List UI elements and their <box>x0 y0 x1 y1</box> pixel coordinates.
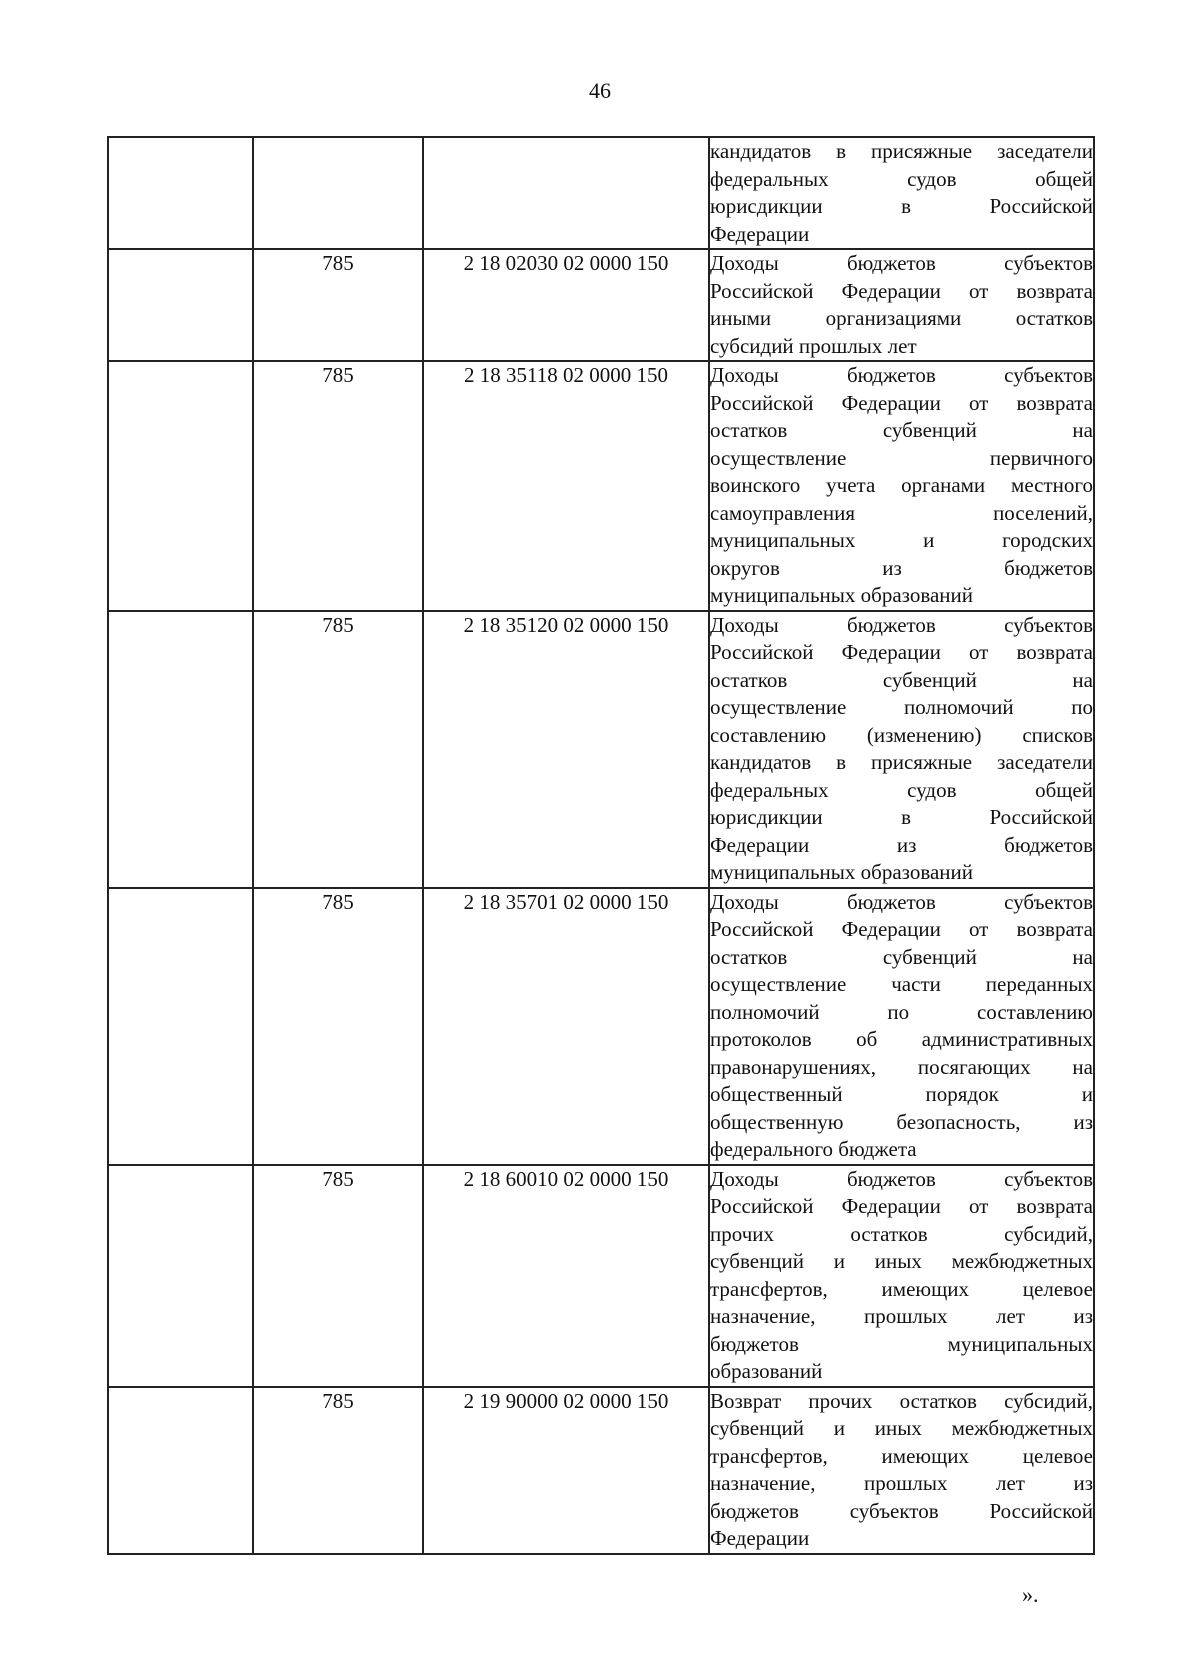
income-name-cell <box>709 611 1094 888</box>
empty-cell <box>108 249 253 361</box>
income-name-cell <box>709 137 1094 249</box>
income-name-line: Федерации <box>710 1526 810 1550</box>
income-name-line: муниципальных и городских <box>710 528 1093 552</box>
empty-cell <box>108 1387 253 1554</box>
empty-cell <box>108 1165 253 1387</box>
income-code-cell: 2 18 35701 02 0000 150 <box>423 888 709 1165</box>
income-name-line: прочих остатков субсидий, <box>710 1221 1093 1246</box>
income-code-cell: 2 19 90000 02 0000 150 <box>423 1387 709 1554</box>
income-name-line: Российской Федерации от возврата <box>710 640 1093 664</box>
income-name-line: муниципальных образований <box>710 583 973 607</box>
admin-code-cell: 785 <box>253 1165 423 1387</box>
income-name-line: кандидатов в присяжные заседатели <box>710 139 1093 163</box>
income-name-line: субвенций и иных межбюджетных <box>710 1416 1093 1440</box>
income-name-cell <box>709 361 1094 611</box>
income-name-line: юрисдикции в Российской <box>710 805 1093 829</box>
income-code-cell <box>423 137 709 249</box>
income-name-line: Доходы бюджетов субъектов <box>710 1166 1093 1191</box>
income-name-line: осуществление части переданных <box>710 972 1093 996</box>
income-code-cell: 2 18 02030 02 0000 150 <box>423 249 709 361</box>
table-row <box>108 611 1094 888</box>
income-name-line: трансфертов, имеющих целевое <box>710 1276 1093 1301</box>
income-name-line: общественный порядок и <box>710 1082 1093 1106</box>
income-name-line: воинского учета органами местного <box>710 473 1093 497</box>
empty-cell <box>108 611 253 888</box>
income-name-line: Российской Федерации от возврата <box>710 390 1093 415</box>
income-name-line: субсидий прошлых лет <box>710 333 917 358</box>
income-name-line: полномочий по составлению <box>710 999 1093 1024</box>
income-name-cell <box>709 1387 1094 1554</box>
income-name-line: кандидатов в присяжные заседатели <box>710 750 1093 774</box>
income-name-line: назначение, прошлых лет из <box>710 1304 1093 1328</box>
income-name-line: округов из бюджетов <box>710 555 1093 580</box>
income-name-line: Федерации <box>710 221 810 246</box>
income-name-cell <box>709 249 1094 361</box>
income-name-line: образований <box>710 1359 823 1383</box>
table-row <box>108 888 1094 1165</box>
budget-income-table <box>107 136 1095 1555</box>
income-name-line: назначение, прошлых лет из <box>710 1471 1093 1495</box>
table-body <box>108 137 1094 1554</box>
admin-code-cell: 785 <box>253 888 423 1165</box>
income-name-line: Доходы бюджетов субъектов <box>710 363 1093 387</box>
admin-code-cell: 785 <box>253 249 423 361</box>
income-name-line: бюджетов субъектов Российской <box>710 1498 1093 1523</box>
income-name-line: федеральных судов общей <box>710 166 1093 191</box>
closing-quote-mark: ». <box>1022 1582 1039 1607</box>
admin-code-cell: 785 <box>253 1387 423 1554</box>
income-name-line: Доходы бюджетов субъектов <box>710 612 1093 637</box>
income-name-line: федерального бюджета <box>710 1137 917 1161</box>
income-name-line: Российской Федерации от возврата <box>710 1194 1093 1218</box>
income-name-line: остатков субвенций на <box>710 944 1093 969</box>
income-name-line: правонарушениях, посягающих на <box>710 1054 1093 1079</box>
income-name-line: остатков субвенций на <box>710 418 1093 442</box>
income-name-line: Доходы бюджетов субъектов <box>710 251 1093 275</box>
income-name-line: Возврат прочих остатков субсидий, <box>710 1388 1093 1413</box>
income-code-cell: 2 18 35118 02 0000 150 <box>423 361 709 611</box>
income-name-line: осуществление первичного <box>710 445 1093 470</box>
table-row <box>108 137 1094 249</box>
admin-code-cell <box>253 137 423 249</box>
empty-cell <box>108 137 253 249</box>
income-name-line: бюджетов муниципальных <box>710 1331 1093 1356</box>
income-name-line: иными организациями остатков <box>710 306 1093 330</box>
income-name-line: Федерации из бюджетов <box>710 832 1093 857</box>
admin-code-cell: 785 <box>253 361 423 611</box>
income-name-line: Российской Федерации от возврата <box>710 278 1093 303</box>
income-name-cell <box>709 888 1094 1165</box>
income-name-line: общественную безопасность, из <box>710 1109 1093 1134</box>
income-name-line: составлению (изменению) списков <box>710 722 1093 747</box>
income-name-line: федеральных судов общей <box>710 777 1093 802</box>
income-name-line: протоколов об административных <box>710 1027 1093 1051</box>
income-name-line: самоуправления поселений, <box>710 500 1093 525</box>
table-row <box>108 361 1094 611</box>
income-name-line: муниципальных образований <box>710 860 973 884</box>
income-name-line: субвенций и иных межбюджетных <box>710 1249 1093 1273</box>
page-number: 46 <box>589 78 611 103</box>
table-row <box>108 249 1094 361</box>
table-row <box>108 1387 1094 1554</box>
income-name-line: трансфертов, имеющих целевое <box>710 1443 1093 1468</box>
income-name-line: Российской Федерации от возврата <box>710 917 1093 941</box>
income-name-line: юрисдикции в Российской <box>710 194 1093 218</box>
income-name-line: остатков субвенций на <box>710 667 1093 692</box>
income-name-line: осуществление полномочий по <box>710 695 1093 719</box>
admin-code-cell: 785 <box>253 611 423 888</box>
empty-cell <box>108 888 253 1165</box>
income-code-cell: 2 18 35120 02 0000 150 <box>423 611 709 888</box>
empty-cell <box>108 361 253 611</box>
income-code-cell: 2 18 60010 02 0000 150 <box>423 1165 709 1387</box>
income-name-line: Доходы бюджетов субъектов <box>710 889 1093 914</box>
table-row <box>108 1165 1094 1387</box>
income-name-cell <box>709 1165 1094 1387</box>
